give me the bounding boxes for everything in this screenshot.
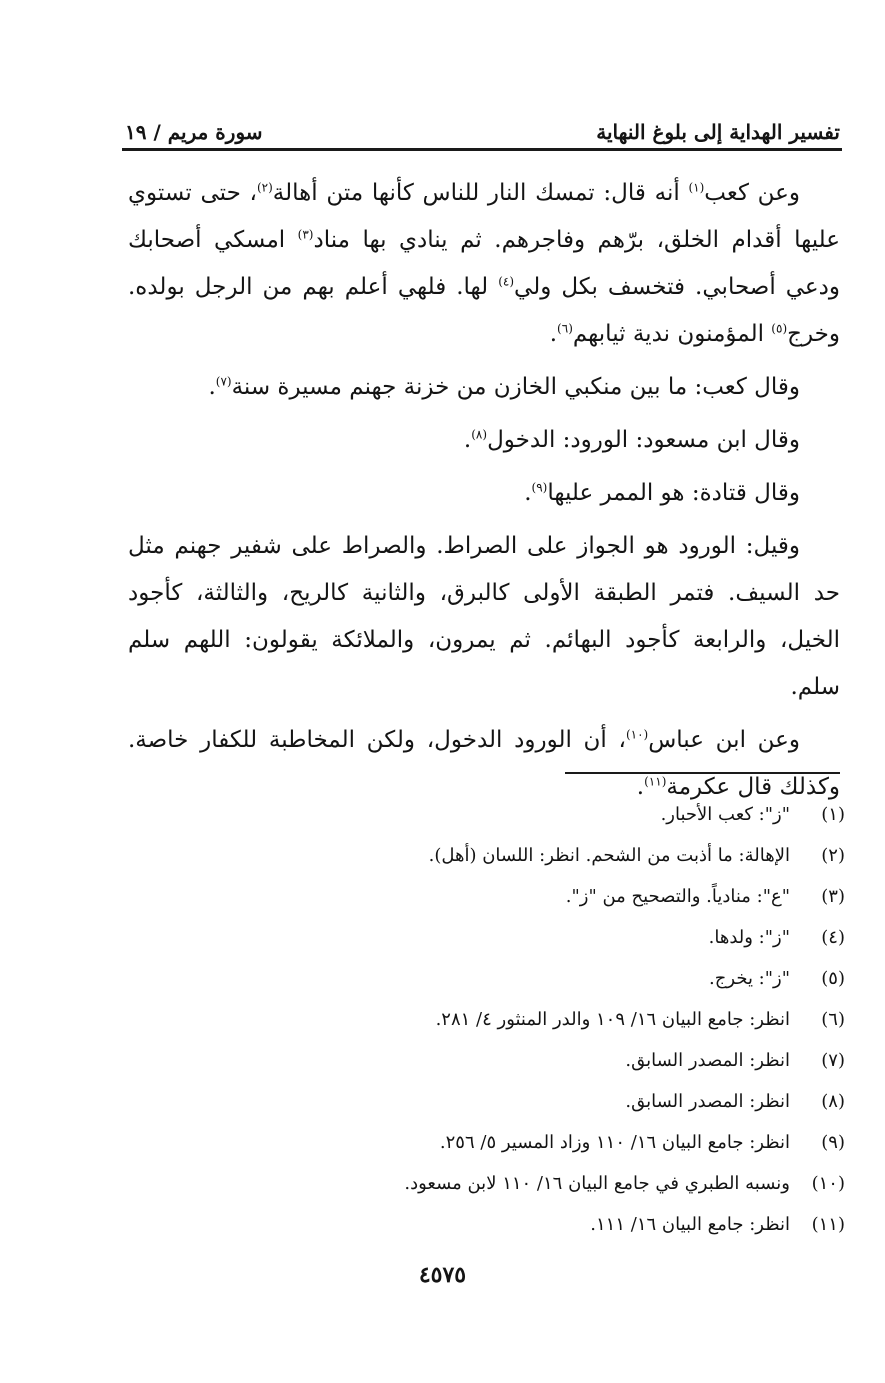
footnote-number: (٩) — [821, 1132, 845, 1153]
footnote-ref: (٩) — [531, 480, 548, 495]
footnote — [330, 876, 845, 917]
footnote-text: انظر: جامع البيان ١٦/ ١١١. — [590, 1214, 790, 1235]
footnote-ref: (٧) — [215, 374, 232, 389]
footnote-text: "ع": منادياً. والتصحيح من "ز". — [565, 886, 790, 907]
paragraph: وعن ابن عباس$^{(١٠)}$، أن الورود الدخول، ولكن المخاطبة للكفار خاصة. وكذلك قال عكرمة$^{(١١)}$. — [128, 727, 840, 800]
footnote-number: (٨) — [821, 1091, 845, 1112]
paragraph: وقال قتادة: هو الممر عليها$^{(٩)}$. — [524, 480, 800, 506]
paragraph: وعن كعب$^{(١)}$ أنه قال: تمسك النار للناس كأنها متن أهالة$^{(٢)}$، حتى تستوي عليها أقدام الخلق، برّهم وفاجرهم. ثم ينادي بها مناد$^{(٣)}$ امسكي أصحابك ودعي أصحابي. فتخسف بكل ولي$^{(٤)}$ لها. فلهي أعلم بهم من الرجل بولده. وخرج$^{(٥)}$ المؤمنون ندية ثيابهم$^{(٦)}$. — [128, 180, 840, 347]
footnote-ref: (٣) — [297, 227, 314, 242]
footnote — [330, 1163, 845, 1204]
footnote-text: ونسبه الطبري في جامع البيان ١٦/ ١١٠ لابن مسعود. — [404, 1173, 790, 1194]
paragraph: وقال كعب: ما بين منكبي الخازن من خزنة جهنم مسيرة سنة$^{(٧)}$. — [208, 374, 800, 400]
footnote-text: الإهالة: ما أذبت من الشحم. انظر: اللسان (أهل). — [428, 845, 790, 866]
footnote — [330, 1204, 845, 1245]
header-divider — [122, 148, 842, 151]
footnote-ref: (١) — [688, 180, 705, 195]
footnote-ref: (٨) — [471, 427, 488, 442]
footnote — [330, 1081, 845, 1122]
page-number: ٤٥٧٥ — [418, 1262, 467, 1288]
footnote-text: انظر: جامع البيان ١٦/ ١١٠ وزاد المسير ٥/ ٢٥٦. — [439, 1132, 790, 1153]
footnote-text: "ز": كعب الأحبار. — [660, 804, 790, 825]
footnote — [330, 1122, 845, 1163]
footnote-number: (٣) — [821, 886, 845, 907]
footnote-text: انظر: المصدر السابق. — [625, 1050, 790, 1071]
footnote-number: (٢) — [821, 845, 845, 866]
footnote — [330, 958, 845, 999]
footnote-divider — [565, 772, 840, 774]
footnote-number: (١١) — [811, 1214, 845, 1235]
footnote-text: "ز": ولدها. — [708, 927, 790, 948]
footnote — [330, 999, 845, 1040]
footnote — [330, 917, 845, 958]
footnote — [330, 1040, 845, 1081]
footnote-number: (٧) — [821, 1050, 845, 1071]
footnote-number: (٥) — [821, 968, 845, 989]
footnote-number: (١) — [821, 804, 845, 825]
footnote-number: (٤) — [821, 927, 845, 948]
main-text — [128, 170, 840, 811]
footnotes — [330, 794, 845, 1245]
footnote — [330, 794, 845, 835]
footnote — [330, 835, 845, 876]
footnote-ref: (١١) — [644, 774, 667, 789]
surah-label: سورة مريم / ١٩ — [125, 120, 263, 144]
book-title: تفسير الهداية إلى بلوغ النهاية — [596, 120, 840, 144]
footnote-text: "ز": يخرج. — [709, 968, 790, 989]
footnote-ref: (١٠) — [625, 727, 649, 742]
footnote-ref: (٥) — [771, 321, 788, 336]
footnote-number: (٦) — [821, 1009, 845, 1030]
footnote-ref: (٦) — [557, 321, 573, 336]
footnote-text: انظر: جامع البيان ١٦/ ١٠٩ والدر المنثور ٤/ ٢٨١. — [435, 1009, 790, 1030]
paragraph: وقال ابن مسعود: الورود: الدخول$^{(٨)}$. — [463, 427, 800, 453]
paragraph: وقيل: الورود هو الجواز على الصراط. والصراط على شفير جهنم مثل حد السيف. فتمر الطبقة الأولى كالبرق، والثانية كالريح، والثالثة، كأجود الخيل، والرابعة كأجود البهائم. ثم يمرون، والملائكة يقولون: اللهم سلم سلم. — [128, 533, 840, 700]
page-header — [125, 104, 840, 144]
footnote-ref: (٢) — [256, 180, 273, 195]
footnote-number: (١٠) — [811, 1173, 845, 1194]
footnote-text: انظر: المصدر السابق. — [625, 1091, 790, 1112]
footnote-ref: (٤) — [498, 274, 515, 289]
